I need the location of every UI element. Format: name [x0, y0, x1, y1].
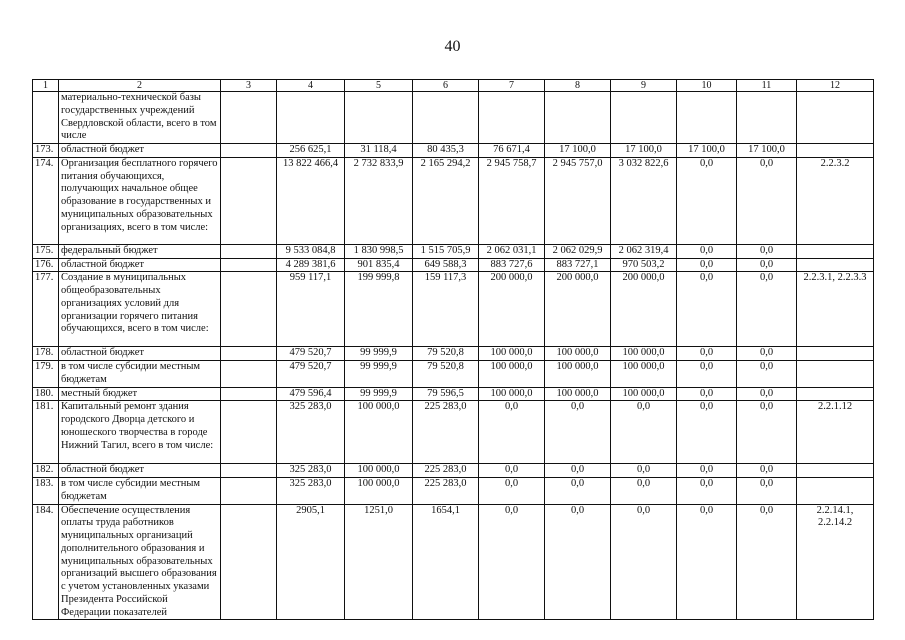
column-11-cell: 0,0	[737, 258, 797, 272]
column-11-cell: 0,0	[737, 361, 797, 388]
description-cell: Создание в муниципальных общеобразовательных организациях условий для организации горячего питания обучающихся, всего в том числе:	[59, 272, 221, 347]
row-number-cell: 184.	[33, 504, 59, 620]
column-6-cell: 225 283,0	[413, 464, 479, 478]
column-header: 1	[33, 80, 59, 92]
column-6-cell: 79 596,5	[413, 387, 479, 401]
description-cell: в том числе субсидии местным бюджетам	[59, 361, 221, 388]
reference-cell	[797, 144, 874, 158]
column-header: 2	[59, 80, 221, 92]
column-11-cell: 0,0	[737, 157, 797, 244]
table-row	[33, 157, 874, 244]
table-row	[33, 478, 874, 505]
budget-table	[32, 79, 874, 620]
description-cell: местный бюджет	[59, 387, 221, 401]
column-7-cell	[479, 92, 545, 144]
column-11-cell	[737, 92, 797, 144]
column-8-cell: 100 000,0	[545, 387, 611, 401]
column-8-cell: 200 000,0	[545, 272, 611, 347]
column-10-cell: 0,0	[677, 157, 737, 244]
column-header: 7	[479, 80, 545, 92]
column-11-cell: 0,0	[737, 272, 797, 347]
row-number-cell: 180.	[33, 387, 59, 401]
column-7-cell: 2 945 758,7	[479, 157, 545, 244]
column-5-cell: 99 999,9	[345, 387, 413, 401]
column-3-cell	[221, 401, 277, 464]
column-5-cell: 100 000,0	[345, 401, 413, 464]
row-number-cell: 175.	[33, 244, 59, 258]
column-11-cell: 0,0	[737, 504, 797, 620]
column-10-cell: 0,0	[677, 478, 737, 505]
description-cell: областной бюджет	[59, 464, 221, 478]
column-3-cell	[221, 504, 277, 620]
column-11-cell: 0,0	[737, 401, 797, 464]
description-cell: Капитальный ремонт здания городского Дворца детского и юношеского творчества в городе Нижний Тагил, всего в том числе:	[59, 401, 221, 464]
column-header: 3	[221, 80, 277, 92]
column-6-cell: 159 117,3	[413, 272, 479, 347]
column-5-cell	[345, 92, 413, 144]
column-8-cell: 100 000,0	[545, 361, 611, 388]
column-11-cell: 0,0	[737, 478, 797, 505]
table-row	[33, 347, 874, 361]
description-cell: областной бюджет	[59, 347, 221, 361]
column-header: 11	[737, 80, 797, 92]
column-header: 4	[277, 80, 345, 92]
column-10-cell	[677, 92, 737, 144]
column-3-cell	[221, 157, 277, 244]
row-number-cell: 181.	[33, 401, 59, 464]
column-6-cell: 225 283,0	[413, 478, 479, 505]
column-header: 5	[345, 80, 413, 92]
column-11-cell: 0,0	[737, 244, 797, 258]
column-4-cell: 959 117,1	[277, 272, 345, 347]
column-6-cell: 80 435,3	[413, 144, 479, 158]
column-9-cell: 100 000,0	[611, 387, 677, 401]
table-row	[33, 401, 874, 464]
description-cell: Организация бесплатного горячего питания обучающихся, получающих начальное общее образование в государственных и муниципальных образовательных организациях, всего в том числе:	[59, 157, 221, 244]
column-7-cell: 100 000,0	[479, 347, 545, 361]
row-number-cell: 182.	[33, 464, 59, 478]
column-6-cell: 1 515 705,9	[413, 244, 479, 258]
row-number-cell: 177.	[33, 272, 59, 347]
column-5-cell: 1 830 998,5	[345, 244, 413, 258]
reference-cell	[797, 478, 874, 505]
row-number-cell: 178.	[33, 347, 59, 361]
column-4-cell: 9 533 084,8	[277, 244, 345, 258]
column-10-cell: 17 100,0	[677, 144, 737, 158]
column-8-cell: 17 100,0	[545, 144, 611, 158]
page-number: 40	[444, 38, 461, 55]
column-3-cell	[221, 244, 277, 258]
description-cell: областной бюджет	[59, 144, 221, 158]
column-8-cell: 2 062 029,9	[545, 244, 611, 258]
row-number-cell	[33, 92, 59, 144]
column-7-cell: 200 000,0	[479, 272, 545, 347]
row-number-cell: 183.	[33, 478, 59, 505]
column-7-cell: 2 062 031,1	[479, 244, 545, 258]
table-row	[33, 258, 874, 272]
reference-cell	[797, 387, 874, 401]
column-header: 6	[413, 80, 479, 92]
row-number-cell: 173.	[33, 144, 59, 158]
description-cell: федеральный бюджет	[59, 244, 221, 258]
column-6-cell: 2 165 294,2	[413, 157, 479, 244]
description-cell: областной бюджет	[59, 258, 221, 272]
column-9-cell: 17 100,0	[611, 144, 677, 158]
column-5-cell: 100 000,0	[345, 478, 413, 505]
column-9-cell: 970 503,2	[611, 258, 677, 272]
table-row	[33, 361, 874, 388]
table-row	[33, 464, 874, 478]
column-3-cell	[221, 92, 277, 144]
column-7-cell: 76 671,4	[479, 144, 545, 158]
column-9-cell: 0,0	[611, 401, 677, 464]
column-11-cell: 0,0	[737, 464, 797, 478]
column-9-cell: 3 032 822,6	[611, 157, 677, 244]
reference-cell	[797, 347, 874, 361]
description-cell: Обеспечение осуществления оплаты труда работников муниципальных организаций дополнительного образования и муниципальных образовательных организаций высшего образования с учетом установленных указами Президента Российской Федерации показателей	[59, 504, 221, 620]
column-7-cell: 883 727,6	[479, 258, 545, 272]
column-3-cell	[221, 144, 277, 158]
column-header: 12	[797, 80, 874, 92]
column-4-cell: 325 283,0	[277, 401, 345, 464]
table-row	[33, 92, 874, 144]
column-header: 8	[545, 80, 611, 92]
column-header: 9	[611, 80, 677, 92]
column-4-cell: 13 822 466,4	[277, 157, 345, 244]
column-10-cell: 0,0	[677, 272, 737, 347]
column-8-cell: 100 000,0	[545, 347, 611, 361]
column-8-cell: 0,0	[545, 504, 611, 620]
column-6-cell: 79 520,8	[413, 347, 479, 361]
column-10-cell: 0,0	[677, 258, 737, 272]
header-row	[33, 80, 874, 92]
column-4-cell: 479 520,7	[277, 347, 345, 361]
column-8-cell	[545, 92, 611, 144]
column-3-cell	[221, 272, 277, 347]
column-11-cell: 0,0	[737, 387, 797, 401]
column-5-cell: 199 999,8	[345, 272, 413, 347]
column-9-cell: 0,0	[611, 504, 677, 620]
column-10-cell: 0,0	[677, 464, 737, 478]
reference-cell	[797, 92, 874, 144]
column-3-cell	[221, 347, 277, 361]
description-cell: в том числе субсидии местным бюджетам	[59, 478, 221, 505]
column-3-cell	[221, 361, 277, 388]
reference-cell	[797, 464, 874, 478]
column-10-cell: 0,0	[677, 504, 737, 620]
table-row	[33, 387, 874, 401]
column-6-cell: 649 588,3	[413, 258, 479, 272]
column-8-cell: 883 727,1	[545, 258, 611, 272]
column-11-cell: 0,0	[737, 347, 797, 361]
column-9-cell: 2 062 319,4	[611, 244, 677, 258]
column-10-cell: 0,0	[677, 387, 737, 401]
column-7-cell: 0,0	[479, 401, 545, 464]
column-5-cell: 901 835,4	[345, 258, 413, 272]
column-8-cell: 0,0	[545, 464, 611, 478]
reference-cell: 2.2.1.12	[797, 401, 874, 464]
column-6-cell: 1654,1	[413, 504, 479, 620]
column-7-cell: 0,0	[479, 464, 545, 478]
table-row	[33, 144, 874, 158]
table-row	[33, 272, 874, 347]
column-5-cell: 99 999,9	[345, 361, 413, 388]
column-4-cell: 479 596,4	[277, 387, 345, 401]
column-8-cell: 0,0	[545, 401, 611, 464]
column-3-cell	[221, 464, 277, 478]
column-5-cell: 100 000,0	[345, 464, 413, 478]
row-number-cell: 176.	[33, 258, 59, 272]
column-7-cell: 100 000,0	[479, 361, 545, 388]
column-7-cell: 0,0	[479, 478, 545, 505]
column-9-cell: 0,0	[611, 464, 677, 478]
column-4-cell: 479 520,7	[277, 361, 345, 388]
column-10-cell: 0,0	[677, 244, 737, 258]
column-4-cell: 256 625,1	[277, 144, 345, 158]
column-7-cell: 100 000,0	[479, 387, 545, 401]
column-5-cell: 1251,0	[345, 504, 413, 620]
reference-cell	[797, 361, 874, 388]
reference-cell	[797, 258, 874, 272]
reference-cell: 2.2.3.2	[797, 157, 874, 244]
table-row	[33, 244, 874, 258]
column-6-cell	[413, 92, 479, 144]
table-row	[33, 504, 874, 620]
column-10-cell: 0,0	[677, 347, 737, 361]
column-6-cell: 79 520,8	[413, 361, 479, 388]
column-5-cell: 31 118,4	[345, 144, 413, 158]
description-cell: материально-технической базы государственных учреждений Свердловской области, всего в том числе	[59, 92, 221, 144]
column-4-cell: 325 283,0	[277, 478, 345, 505]
column-9-cell: 100 000,0	[611, 347, 677, 361]
reference-cell	[797, 244, 874, 258]
column-9-cell: 100 000,0	[611, 361, 677, 388]
column-7-cell: 0,0	[479, 504, 545, 620]
column-6-cell: 225 283,0	[413, 401, 479, 464]
column-header: 10	[677, 80, 737, 92]
reference-cell: 2.2.14.1, 2.2.14.2	[797, 504, 874, 620]
column-4-cell: 2905,1	[277, 504, 345, 620]
column-3-cell	[221, 478, 277, 505]
column-10-cell: 0,0	[677, 361, 737, 388]
column-8-cell: 2 945 757,0	[545, 157, 611, 244]
column-8-cell: 0,0	[545, 478, 611, 505]
column-4-cell: 4 289 381,6	[277, 258, 345, 272]
column-11-cell: 17 100,0	[737, 144, 797, 158]
reference-cell: 2.2.3.1, 2.2.3.3	[797, 272, 874, 347]
column-4-cell	[277, 92, 345, 144]
row-number-cell: 174.	[33, 157, 59, 244]
column-5-cell: 99 999,9	[345, 347, 413, 361]
column-9-cell: 0,0	[611, 478, 677, 505]
column-4-cell: 325 283,0	[277, 464, 345, 478]
column-10-cell: 0,0	[677, 401, 737, 464]
row-number-cell: 179.	[33, 361, 59, 388]
column-9-cell	[611, 92, 677, 144]
column-5-cell: 2 732 833,9	[345, 157, 413, 244]
column-9-cell: 200 000,0	[611, 272, 677, 347]
column-3-cell	[221, 258, 277, 272]
column-3-cell	[221, 387, 277, 401]
